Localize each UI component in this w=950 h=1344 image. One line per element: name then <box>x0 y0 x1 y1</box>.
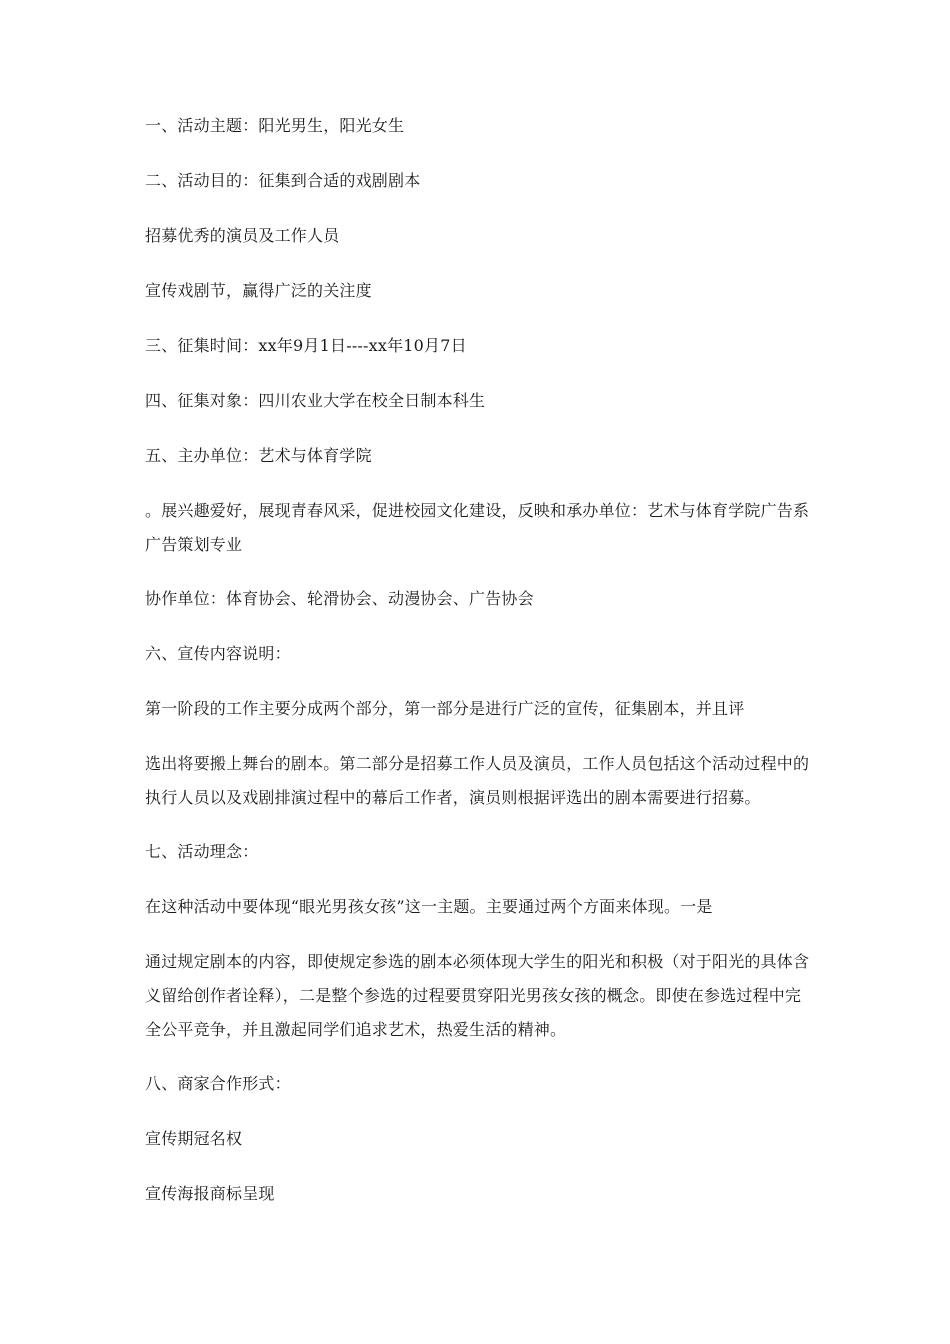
paragraph-activity-purpose: 二、活动目的：征集到合适的戏剧剧本 <box>145 171 421 190</box>
paragraph-activity-theme: 一、活动主题：阳光男生，阳光女生 <box>145 116 405 135</box>
paragraph-promote: 宣传戏剧节，赢得广泛的关注度 <box>145 281 372 300</box>
paragraph-recruit: 招募优秀的演员及工作人员 <box>145 226 340 245</box>
paragraph-concept-intro: 在这种活动中要体现“眼光男孩女孩”这一主题。主要通过两个方面来体现。一是 <box>145 897 713 916</box>
paragraph-phase-detail: 选出将要搬上舞台的剧本。第二部分是招募工作人员及演员，工作人员包括这个活动过程中的执行人员以及戏剧排演过程中的幕后工作者，演员则根据评选出的剧本需要进行招募。 <box>145 754 810 807</box>
paragraph-poster-logo: 宣传海报商标呈现 <box>145 1184 275 1203</box>
paragraph-host: 五、主办单位：艺术与体育学院 <box>145 446 372 465</box>
paragraph-naming-rights: 宣传期冠名权 <box>145 1129 243 1148</box>
paragraph-concept-detail: 通过规定剧本的内容，即使规定参选的剧本必须体现大学生的阳光和积极（对于阳光的具体含义留给创作者诠释），二是整个参选的过程要贯穿阳光男孩女孩的概念。即使在参选过程中完全公平竞争，并且激起同学们追求艺术，热爱生活的精神。 <box>145 952 810 1039</box>
paragraph-phase-one: 第一阶段的工作主要分成两个部分，第一部分是进行广泛的宣传，征集剧本，并且评 <box>145 699 745 718</box>
paragraph-collection-time: 三、征集时间：xx年9月1日----xx年10月7日 <box>145 336 467 355</box>
paragraph-promo-heading: 六、宣传内容说明： <box>145 644 291 663</box>
paragraph-concept-heading: 七、活动理念： <box>145 842 259 861</box>
paragraph-organizer: 。展兴趣爱好，展现青春风采，促进校园文化建设，反映和承办单位：艺术与体育学院广告系广告策划专业 <box>145 501 810 554</box>
paragraph-sponsor-heading: 八、商家合作形式： <box>145 1074 291 1093</box>
paragraph-co-organizers: 协作单位：体育协会、轮滑协会、动漫协会、广告协会 <box>145 589 534 608</box>
paragraph-collection-target: 四、征集对象：四川农业大学在校全日制本科生 <box>145 391 486 410</box>
